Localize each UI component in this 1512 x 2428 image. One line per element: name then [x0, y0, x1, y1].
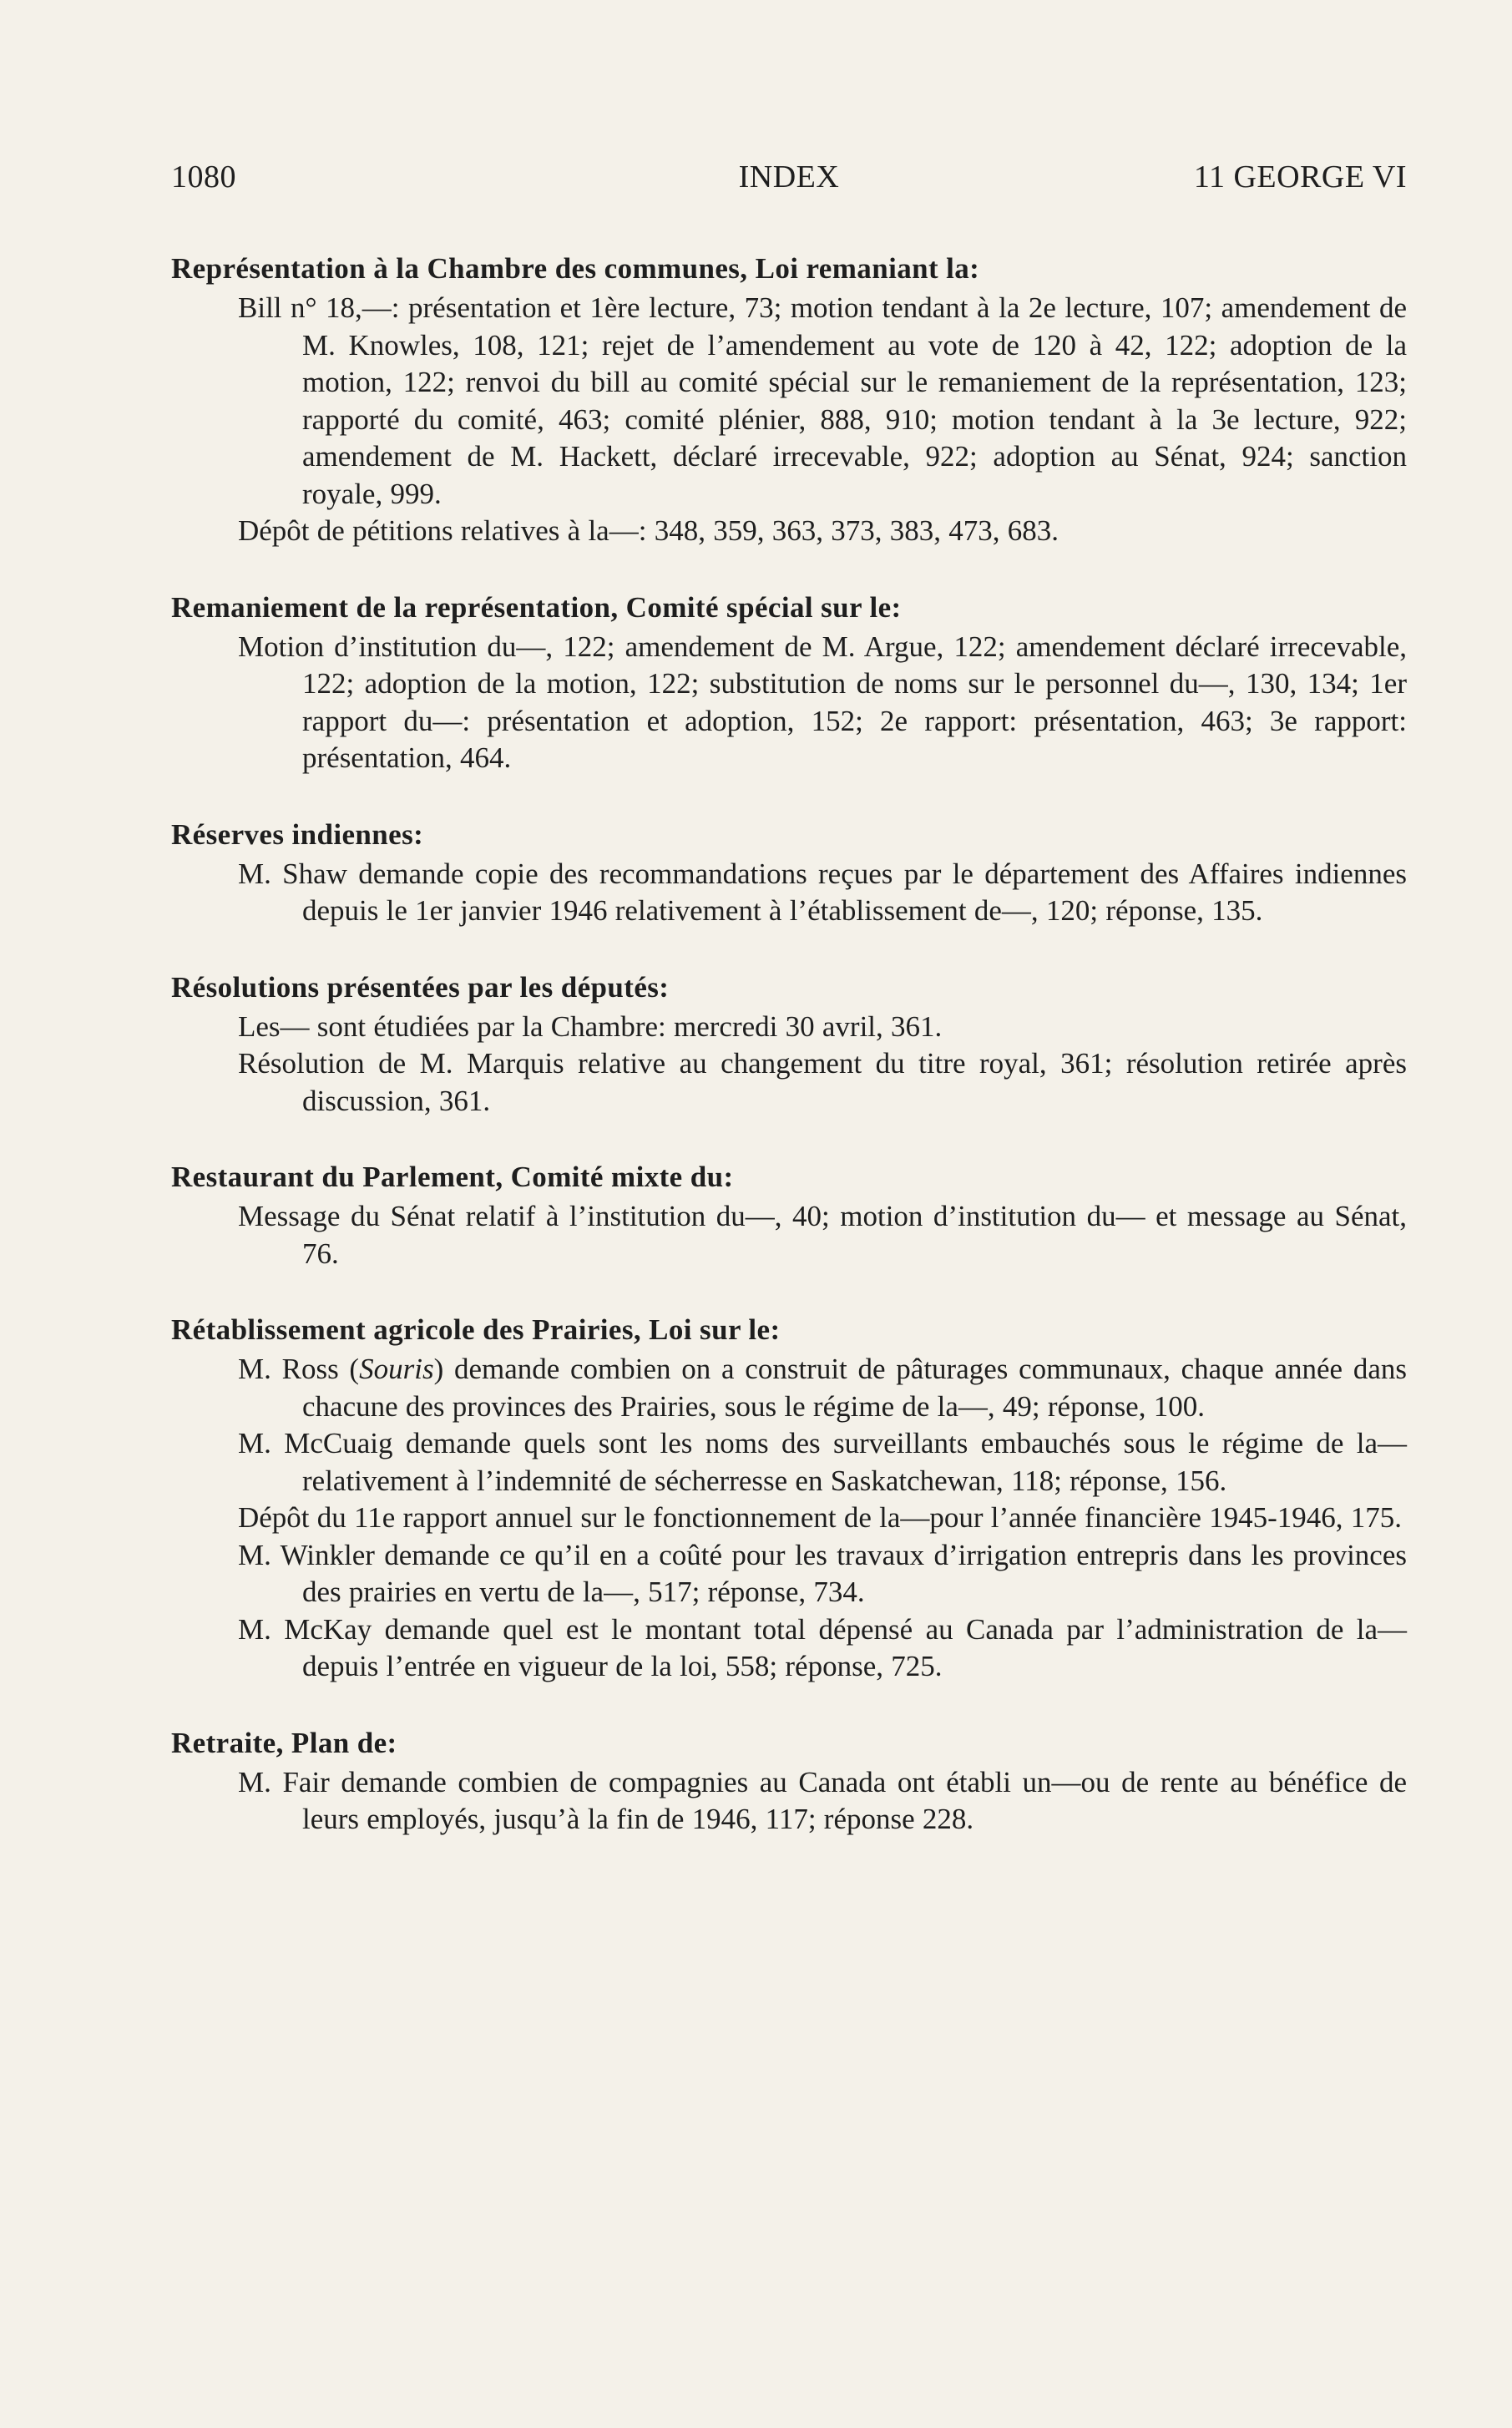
riding-name: Souris [359, 1353, 434, 1385]
index-entry-restaurant [171, 1159, 1407, 1272]
entry-heading: Rétablissement agricole des Prairies, Loi sur le: [171, 1313, 781, 1346]
entry-subitem: Résolution de M. Marquis relative au changement du titre royal, 361; résolution retirée après discussion, 361. [238, 1047, 1407, 1117]
running-head [171, 159, 1407, 200]
index-page [171, 0, 1407, 2428]
entry-subitem [171, 1351, 1407, 1425]
entry-subitem: Message du Sénat relatif à l’institution du—, 40; motion d’institution du— et message au Sénat, 76. [238, 1200, 1407, 1270]
entry-subitem: M. Shaw demande copie des recommandations reçues par le département des Affaires indiennes depuis le 1er janvier 1946 relativement à l’établissement de—, 120; réponse, 135. [238, 857, 1407, 927]
session-label: 11 GEORGE VI [1193, 159, 1407, 195]
subitem-text: ) demande combien on a construit de pâturages communaux, chaque année dans chacune des provinces des Prairies, sous le régime de la—, 49; réponse, 100. [302, 1353, 1407, 1423]
entry-heading: Représentation à la Chambre des communes, Loi remaniant la: [171, 252, 980, 285]
index-entry-resolutions [171, 969, 1407, 1120]
entry-subitem: Dépôt de pétitions relatives à la—: 348, 359, 363, 373, 383, 473, 683. [238, 514, 1059, 547]
running-title: INDEX [738, 159, 840, 195]
index-content [171, 250, 1407, 1878]
entry-heading: Remaniement de la représentation, Comité spécial sur le: [171, 590, 902, 624]
index-entry-representation [171, 250, 1407, 550]
subitem-text: M. Ross ( [238, 1353, 360, 1385]
entry-subitem: M. McKay demande quel est le montant total dépensé au Canada par l’administration de la— depuis l’entrée en vigueur de la loi, 558; réponse, 725. [238, 1612, 1407, 1682]
entry-subitem: Motion d’institution du—, 122; amendement de M. Argue, 122; amendement déclaré irrecevable, 122; adoption de la motion, 122; substitution de noms sur le personnel du—, 130, 134; 1er rapport du—: présentation et adoption, 152; 2e rapport: présentation, 463; 3e rapport: présentation, 464. [238, 630, 1407, 774]
entry-subitem: M. Winkler demande ce qu’il en a coûté pour les travaux d’irrigation entrepris dans les provinces des prairies en vertu de la—, 517; réponse, 734. [238, 1538, 1407, 1608]
entry-heading: Résolutions présentées par les députés: [171, 970, 670, 1004]
index-entry-remaniement [171, 589, 1407, 777]
entry-heading: Réserves indiennes: [171, 817, 424, 851]
entry-subitem: Dépôt du 11e rapport annuel sur le fonctionnement de la—pour l’année financière 1945-1946, 175. [238, 1501, 1403, 1534]
index-entry-retraite [171, 1725, 1407, 1839]
entry-heading: Restaurant du Parlement, Comité mixte du: [171, 1161, 734, 1193]
entry-subitem: Les— sont étudiées par la Chambre: mercredi 30 avril, 361. [238, 1009, 943, 1043]
index-entry-retablissement [171, 1312, 1407, 1686]
entry-subitem: M. Fair demande combien de compagnies au Canada ont établi un—ou de rente au bénéfice de leurs employés, jusqu’à la fin de 1946, 117; réponse 228. [238, 1765, 1407, 1835]
entry-subitem: M. McCuaig demande quels sont les noms des surveillants embauchés sous le régime de la—relativement à l’indemnité de sécherresse en Saskatchewan, 118; réponse, 156. [238, 1427, 1407, 1497]
entry-subitem: Bill n° 18,—: présentation et 1ère lecture, 73; motion tendant à la 2e lecture, 107; amendement de M. Knowles, 108, 121; rejet de l’amendement au vote de 120 à 42, 122; adoption de la motion, 122; renvoi du bill au comité spécial sur le remaniement de la représentation, 123; rapporté du comité, 463; comité plénier, 888, 910; motion tendant à la 3e lecture, 922; amendement de M. Hackett, déclaré irrecevable, 922; adoption au Sénat, 924; sanction royale, 999. [238, 291, 1407, 510]
entry-heading: Retraite, Plan de: [171, 1726, 397, 1759]
index-entry-reserves-indiennes [171, 817, 1407, 930]
page-number: 1080 [171, 159, 236, 195]
